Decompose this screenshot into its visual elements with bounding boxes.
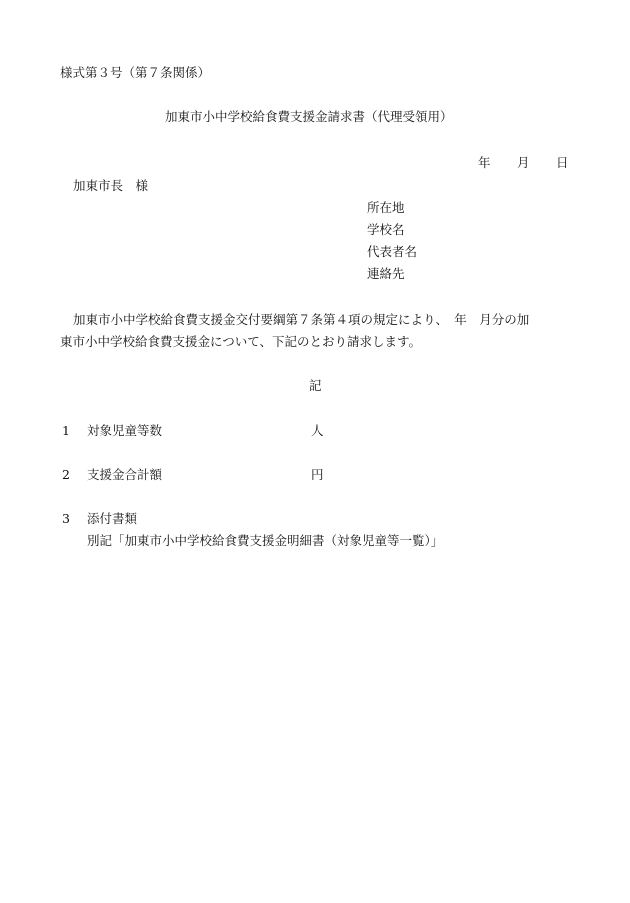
applicant-address-label: 所在地 (367, 200, 405, 215)
item-1-number: 1 (62, 423, 70, 438)
document-title: 加東市小中学校給食費支援金請求書（代理受領用） (165, 109, 453, 124)
item-2-unit: 円 (311, 467, 324, 482)
item-1-unit: 人 (311, 423, 324, 438)
body-line-1: 加東市小中学校給食費支援金交付要綱第７条第４項の規定により、 年 月分の加 (73, 312, 530, 327)
date-day: 日 (556, 155, 569, 170)
applicant-representative-label: 代表者名 (367, 244, 418, 259)
item-3-number: 3 (62, 511, 70, 526)
addressee: 加東市長 様 (73, 178, 149, 193)
date-year: 年 (478, 155, 491, 170)
item-1-label: 対象児童等数 (87, 423, 163, 438)
form-label: 様式第３号（第７条関係） (60, 65, 211, 80)
body-line-2: 東市小中学校給食費支援金について、下記のとおり請求します。 (60, 334, 422, 349)
applicant-contact-label: 連絡先 (367, 266, 405, 281)
item-2-number: 2 (62, 467, 70, 482)
item-3-label: 添付書類 (87, 511, 138, 526)
date-month: 月 (517, 155, 530, 170)
item-2-label: 支援金合計額 (87, 467, 163, 482)
ki-heading: 記 (309, 378, 322, 393)
applicant-school-label: 学校名 (367, 222, 405, 237)
item-3-detail: 別記「加東市小中学校給食費支援金明細書（対象児童等一覧）」 (87, 533, 444, 548)
